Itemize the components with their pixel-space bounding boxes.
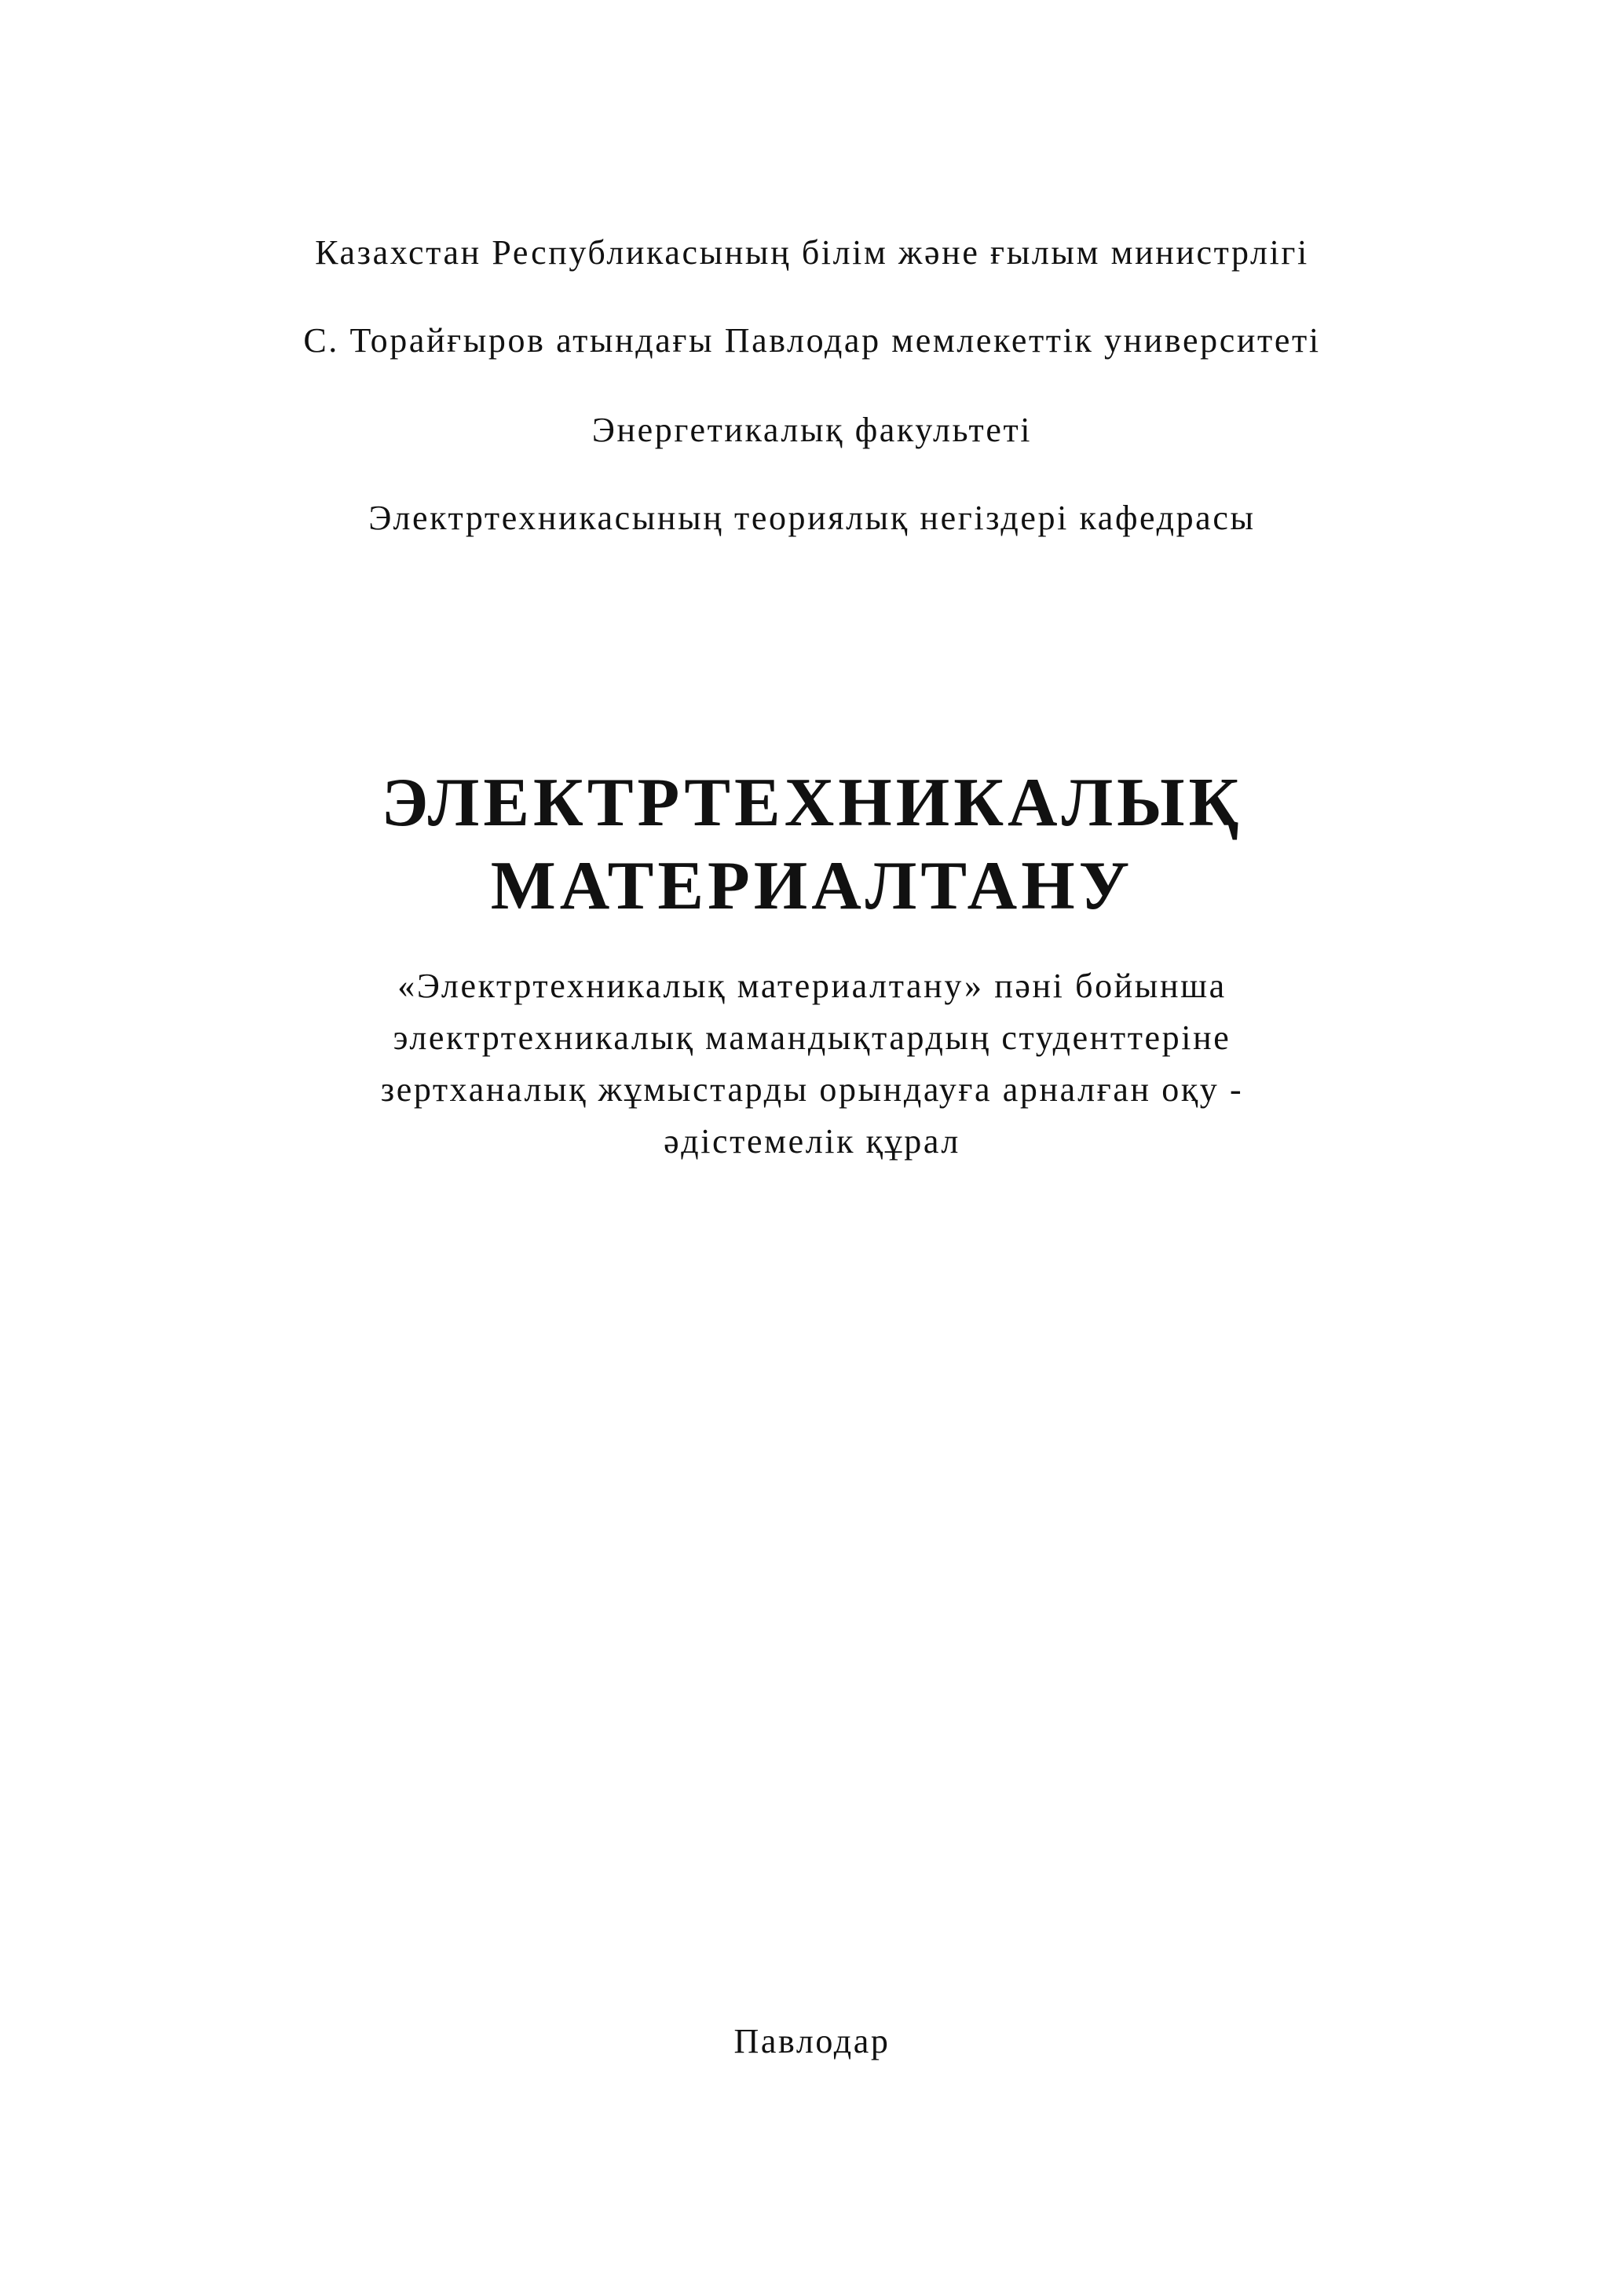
document-title-line-1: ЭЛЕКТРТЕХНИКАЛЫҚ	[381, 765, 1243, 841]
subtitle-line-1: «Электртехникалық материалтану» пәні бойынша	[397, 967, 1227, 1005]
ministry-name: Казахстан Республикасының білім және ғылым министрлігі	[315, 233, 1309, 272]
subtitle-line-4: әдістемелік құрал	[664, 1122, 960, 1161]
document-title-line-2: МАТЕРИАЛТАНУ	[490, 848, 1134, 924]
subtitle-line-2: электртехникалық мамандықтардың студенттеріне	[393, 1018, 1231, 1057]
university-name: С. Торайғыров атындағы Павлодар мемлекеттік университеті	[303, 321, 1321, 360]
department-name: Электртехникасының теориялық негіздері кафедрасы	[368, 499, 1256, 537]
publication-city: Павлодар	[733, 2022, 891, 2060]
subtitle-line-3: зертханалық жұмыстарды орындауға арналған оқу -	[380, 1070, 1244, 1109]
faculty-name: Энергетикалық факультеті	[591, 411, 1033, 449]
